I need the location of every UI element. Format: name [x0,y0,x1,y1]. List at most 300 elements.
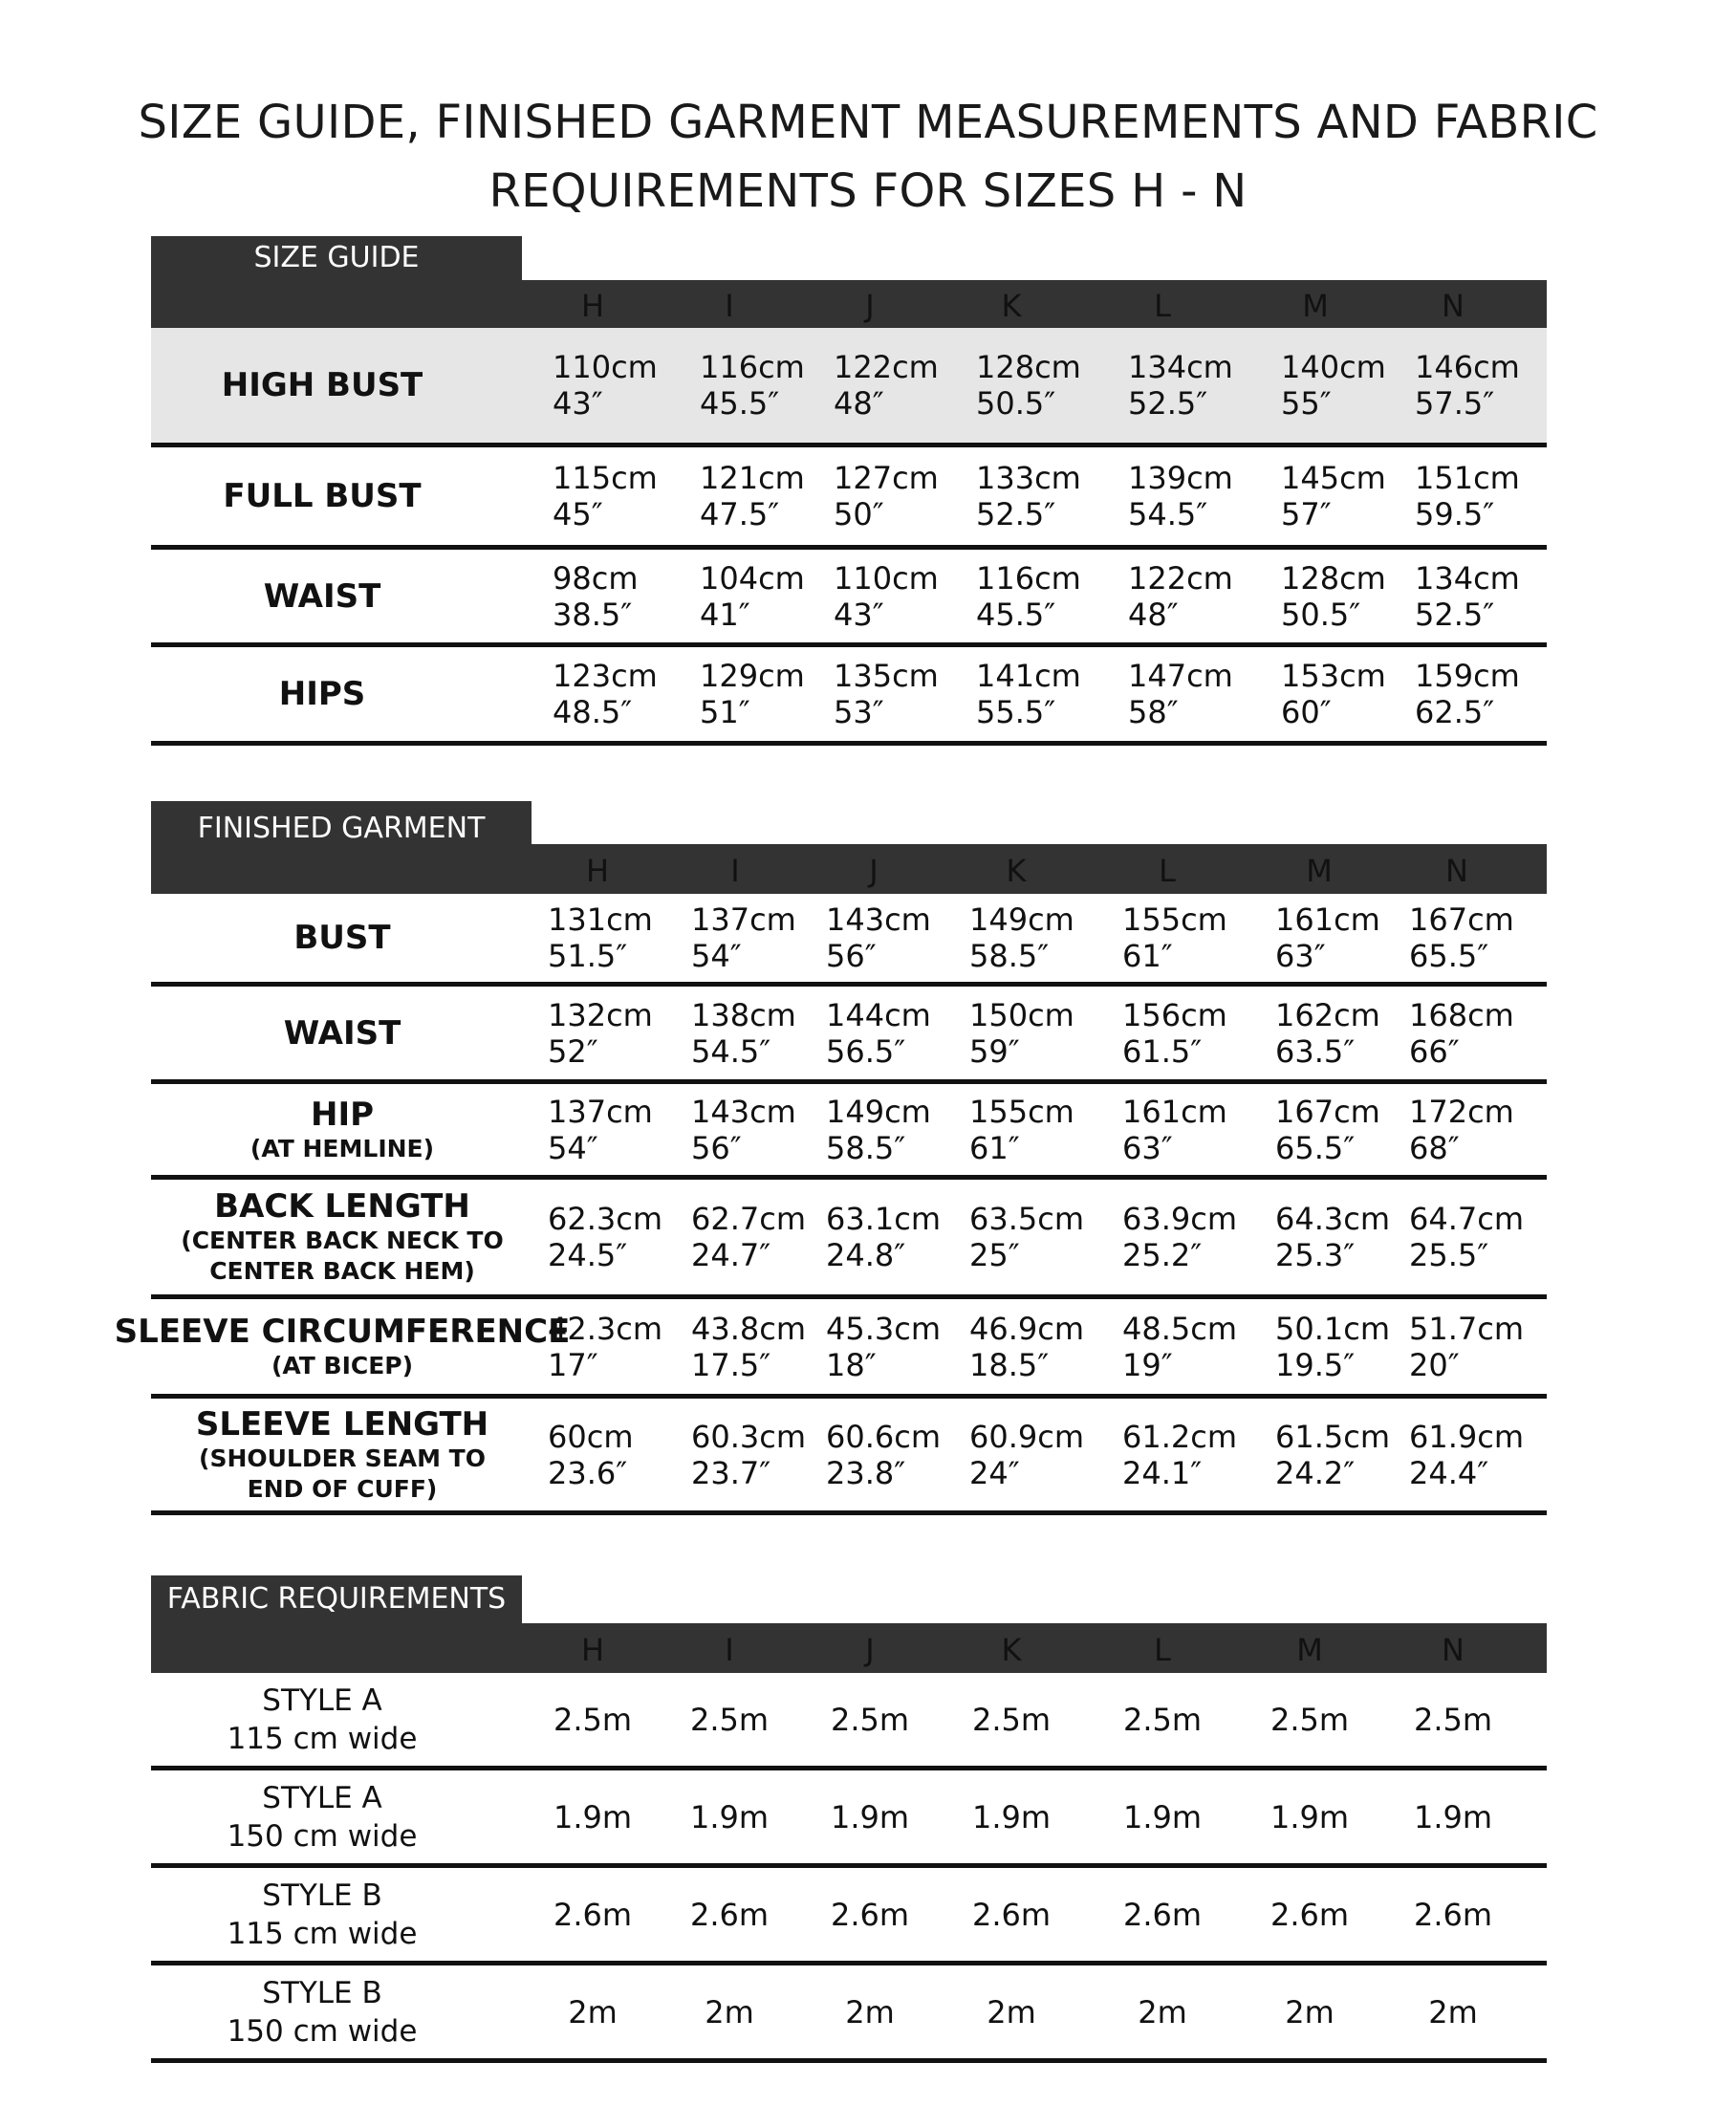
value-inch: 58.5″ [969,938,1050,974]
finished-value-cell [1122,894,1227,982]
value-inch: 45″ [553,496,603,532]
fabric-value-cell: 1.9m [1413,1798,1493,1835]
finished-value-cell [969,1084,1074,1175]
fabric-row [151,1673,1547,1770]
size_guide-value-cell [1128,647,1233,741]
value-cm: 150cm [969,996,1074,1033]
value-inch: 24.1″ [1122,1454,1203,1491]
value-inch: 20″ [1409,1346,1460,1383]
value-cm: 48.5cm [1122,1310,1238,1347]
value-cm: 138cm [691,996,796,1033]
size_guide-value-cell [1415,328,1520,443]
value-cm: 116cm [976,559,1081,597]
fabric-value-cell: 2.6m [1269,1896,1350,1933]
value-inch: 23.8″ [826,1454,906,1491]
fabric-width: 150 cm wide [227,1818,418,1854]
value-cm: 151cm [1415,460,1520,496]
size-guide-size-header-j: J [865,288,875,324]
fabric-value-cell: 2m [1285,1993,1335,2030]
fabric-value-cell: 2m [568,1993,618,2030]
value-inch: 51″ [700,694,750,730]
value-inch: 48″ [1128,596,1179,633]
value-cm: 135cm [834,658,939,694]
size-guide-size-header-m: M [1302,288,1329,324]
value-cm: 110cm [553,349,658,385]
fabric-style: STYLE B [262,1878,382,1913]
finished-row [151,1084,1547,1180]
value-cm: 134cm [1415,559,1520,597]
fabric-value-cell: 2.6m [1122,1896,1203,1933]
value-inch: 65.5″ [1409,938,1489,974]
title-line-2: REQUIREMENTS FOR SIZES H - N [488,164,1248,218]
fabric-row-label [151,1770,493,1863]
value-inch: 48″ [834,385,884,422]
value-cm: 141cm [976,658,1081,694]
value-cm: 161cm [1275,901,1380,938]
finished-value-cell [969,1180,1084,1294]
page-title [0,88,1736,226]
finished-row-label-sub: CENTER BACK HEM) [209,1257,475,1285]
value-inch: 24.8″ [826,1237,906,1273]
value-cm: 127cm [834,460,939,496]
value-inch: 19.5″ [1275,1346,1356,1383]
size_guide-value-cell [1281,328,1386,443]
value-inch: 63″ [1275,938,1326,974]
finished-size-header-i: I [730,853,740,889]
size-guide-size-header-n: N [1442,288,1465,324]
value-inch: 60″ [1281,694,1332,730]
value-inch: 55.5″ [976,694,1056,730]
value-cm: 104cm [700,559,805,597]
fabric-value-cell: 2m [987,1993,1036,2030]
size_guide-row [151,647,1547,746]
value-cm: 62.7cm [691,1201,807,1237]
finished-value-cell [691,1299,806,1394]
finished-value-cell [1275,987,1380,1079]
size_guide-value-cell [553,550,638,642]
value-cm: 43.8cm [691,1310,807,1347]
finished-value-cell [691,987,796,1079]
size_guide-value-cell [976,447,1081,545]
value-inch: 50.5″ [1281,596,1361,633]
value-cm: 60.6cm [826,1418,942,1455]
finished-value-cell [1122,1399,1237,1510]
size_guide-value-cell [700,328,805,443]
finished-size-header-n: N [1445,853,1468,889]
value-cm: 140cm [1281,349,1386,385]
value-inch: 61″ [969,1129,1020,1166]
size_guide-value-cell [700,647,805,741]
size_guide-value-cell [834,647,939,741]
value-inch: 58″ [1128,694,1179,730]
finished-row-label-main: HIP [310,1095,375,1134]
value-cm: 155cm [1122,901,1227,938]
finished-row-label [151,987,533,1079]
value-cm: 139cm [1128,460,1233,496]
size-guide-table [151,236,1547,743]
size_guide-row-label-main: HIGH BUST [221,366,423,404]
fabric-row [151,1770,1547,1868]
value-cm: 156cm [1122,996,1227,1033]
fabric-value-cell: 2.6m [689,1896,770,1933]
value-inch: 25.5″ [1409,1237,1489,1273]
size_guide-row-label [151,647,493,741]
value-inch: 68″ [1409,1129,1460,1166]
value-cm: 146cm [1415,349,1520,385]
finished-row-label [151,1180,533,1294]
value-inch: 65.5″ [1275,1129,1356,1166]
size_guide-value-cell [1128,550,1233,642]
value-inch: 41″ [700,596,750,633]
fabric-value-cell: 2m [1138,1993,1187,2030]
finished-value-cell [1409,1084,1514,1175]
fabric-row [151,1965,1547,2063]
value-inch: 18″ [826,1346,877,1383]
value-inch: 45.5″ [700,385,780,422]
value-cm: 61.5cm [1275,1418,1391,1455]
finished-size-header-m: M [1306,853,1333,889]
value-inch: 43″ [834,596,884,633]
value-cm: 131cm [548,901,653,938]
fabric-size-header-i: I [725,1632,734,1668]
value-inch: 59″ [969,1032,1020,1070]
value-cm: 159cm [1415,658,1520,694]
value-inch: 52.5″ [976,496,1056,532]
finished-row [151,894,1547,987]
size_guide-value-cell [700,447,805,545]
value-inch: 24.7″ [691,1237,771,1273]
finished-row-label-sub: END OF CUFF) [247,1474,438,1503]
value-cm: 60.3cm [691,1418,807,1455]
size_guide-value-cell [1415,550,1520,642]
finished-value-cell [691,1399,806,1510]
finished-value-cell [548,1180,662,1294]
finished-value-cell [826,894,931,982]
value-cm: 63.5cm [969,1201,1085,1237]
fabric-row [151,1868,1547,1965]
value-inch: 43″ [553,385,603,422]
fabric-value-cell: 1.9m [1122,1798,1203,1835]
value-cm: 60cm [548,1418,634,1455]
size_guide-value-cell [976,550,1081,642]
finished-value-cell [1409,894,1514,982]
value-cm: 122cm [834,349,939,385]
value-cm: 143cm [826,901,931,938]
value-cm: 42.3cm [548,1310,663,1347]
value-inch: 24.4″ [1409,1454,1489,1491]
value-inch: 17″ [548,1346,598,1383]
fabric-size-header-l: L [1154,1632,1171,1668]
value-inch: 52″ [548,1032,598,1070]
size_guide-value-cell [834,550,939,642]
value-inch: 48.5″ [553,694,633,730]
value-inch: 63″ [1122,1129,1173,1166]
size_guide-value-cell [1281,647,1386,741]
finished-value-cell [1409,1299,1524,1394]
fabric-value-cell: 2.5m [1413,1701,1493,1738]
value-inch: 50″ [834,496,884,532]
value-inch: 56″ [826,938,877,974]
finished-row-label-sub: (CENTER BACK NECK TO [181,1227,504,1254]
finished-size-header-h: H [585,853,610,889]
fabric-value-cell: 2.5m [1122,1701,1203,1738]
size_guide-value-cell [976,647,1081,741]
finished-label-line-1: FINISHED GARMENT [197,811,486,845]
finished-row [114,1299,1547,1399]
value-inch: 62.5″ [1415,694,1495,730]
fabric-value-cell: 1.9m [553,1798,633,1835]
value-cm: 128cm [976,349,1081,385]
value-inch: 54.5″ [691,1032,771,1070]
finished-value-cell [826,1399,941,1510]
fabric-size-header-k: K [1001,1632,1022,1668]
finished-value-cell [548,1084,653,1175]
finished-row-label-sub: (SHOULDER SEAM TO [199,1444,486,1472]
value-cm: 64.3cm [1275,1201,1391,1237]
value-inch: 23.7″ [691,1454,771,1491]
size_guide-value-cell [1281,447,1386,545]
finished-value-cell [826,1299,941,1394]
value-cm: 123cm [553,658,658,694]
size_guide-row-label-main: WAIST [263,576,381,616]
value-inch: 23.6″ [548,1454,628,1491]
size_guide-value-cell [1128,328,1233,443]
fabric-requirements-table [151,1575,1547,2063]
value-cm: 161cm [1122,1093,1227,1130]
size_guide-value-cell [700,550,805,642]
size-guide-size-header-h: H [580,288,605,324]
size_guide-row-label-main: HIPS [278,675,366,713]
value-cm: 122cm [1128,559,1233,597]
value-inch: 56.5″ [826,1032,906,1070]
finished-value-cell [1409,987,1514,1079]
value-inch: 47.5″ [700,496,780,532]
value-cm: 162cm [1275,996,1380,1033]
value-cm: 129cm [700,658,805,694]
size_guide-row [151,328,1547,447]
fabric-value-cell: 1.9m [971,1798,1052,1835]
value-cm: 51.7cm [1409,1310,1525,1347]
size-guide-size-header-k: K [1001,288,1022,324]
finished-value-cell [548,1299,662,1394]
size_guide-row-label [151,550,493,642]
fabric-value-cell: 2.5m [689,1701,770,1738]
value-inch: 24.2″ [1275,1454,1356,1491]
value-inch: 61.5″ [1122,1032,1203,1070]
value-inch: 17.5″ [691,1346,771,1383]
finished-garment-table [114,801,1547,1518]
finished-value-cell [1122,1299,1237,1394]
finished-value-cell [1409,1399,1524,1510]
value-cm: 60.9cm [969,1418,1085,1455]
finished-row-label-main: SLEEVE CIRCUMFERENCE [114,1312,571,1351]
size_guide-row [151,447,1547,550]
value-cm: 63.1cm [826,1201,942,1237]
finished-value-cell [548,894,653,982]
size_guide-value-cell [834,328,939,443]
value-cm: 144cm [826,996,931,1033]
finished-value-cell [1122,1084,1227,1175]
finished-size-header-k: K [1006,853,1027,889]
value-inch: 25″ [969,1237,1020,1273]
finished-value-cell [691,894,796,982]
value-inch: 54.5″ [1128,496,1208,532]
size_guide-value-cell [1128,447,1233,545]
value-inch: 57″ [1281,496,1332,532]
size_guide-value-cell [976,328,1081,443]
value-inch: 50.5″ [976,385,1056,422]
finished-row [151,1180,1547,1299]
finished-value-cell [1275,1399,1390,1510]
value-cm: 167cm [1275,1093,1380,1130]
finished-row [151,987,1547,1084]
value-inch: 55″ [1281,385,1332,422]
fabric-value-cell: 1.9m [1269,1798,1350,1835]
finished-value-cell [826,1084,931,1175]
size_guide-row-label-main: FULL BUST [223,477,422,515]
fabric-value-cell: 1.9m [689,1798,770,1835]
finished-value-cell [691,1180,806,1294]
fabric-width: 150 cm wide [227,2013,418,2049]
value-cm: 168cm [1409,996,1514,1033]
value-cm: 155cm [969,1093,1074,1130]
fabric-value-cell: 2.6m [553,1896,633,1933]
size_guide-value-cell [553,447,658,545]
value-cm: 137cm [548,1093,653,1130]
fabric-value-cell: 2m [1428,1993,1478,2030]
fabric-style: STYLE A [262,1780,382,1815]
finished-value-cell [1275,1299,1390,1394]
value-cm: 153cm [1281,658,1386,694]
finished-row [151,1399,1547,1515]
value-cm: 46.9cm [969,1310,1085,1347]
finished-value-cell [1122,987,1227,1079]
value-cm: 50.1cm [1275,1310,1391,1347]
value-inch: 19″ [1122,1346,1173,1383]
value-inch: 51.5″ [548,938,628,974]
value-inch: 38.5″ [553,596,633,633]
finished-row-label-sub: (AT BICEP) [271,1351,414,1379]
value-cm: 98cm [553,559,639,597]
finished-row-label [151,1084,533,1175]
finished-row-label [151,894,533,982]
fabric-value-cell: 2.5m [971,1701,1052,1738]
value-cm: 172cm [1409,1093,1514,1130]
fabric-width: 115 cm wide [227,1916,418,1951]
size_guide-value-cell [553,647,658,741]
value-cm: 45.3cm [826,1310,942,1347]
fabric-value-cell: 2m [705,1993,754,2030]
value-inch: 63.5″ [1275,1032,1356,1070]
finished-value-cell [1275,1180,1390,1294]
value-cm: 63.9cm [1122,1201,1238,1237]
fabric-value-cell: 1.9m [830,1798,910,1835]
value-cm: 121cm [700,460,805,496]
fabric-width: 115 cm wide [227,1721,418,1756]
finished-size-header-j: J [869,853,879,889]
fabric-value-cell: 2.6m [1413,1896,1493,1933]
size-guide-size-header-i: I [725,288,734,324]
value-cm: 149cm [826,1093,931,1130]
fabric-label-text: FABRIC REQUIREMENTS [166,1582,507,1616]
finished-row-label-main: BACK LENGTH [214,1187,470,1226]
fabric-value-cell: 2.6m [971,1896,1052,1933]
value-cm: 147cm [1128,658,1233,694]
fabric-value-cell: 2.5m [1269,1701,1350,1738]
value-inch: 52.5″ [1128,385,1208,422]
finished-value-cell [1122,1180,1237,1294]
value-cm: 149cm [969,901,1074,938]
fabric-value-cell: 2.5m [830,1701,910,1738]
finished-value-cell [548,1399,633,1510]
value-inch: 54″ [548,1129,598,1166]
fabric-value-cell: 2m [845,1993,895,2030]
value-cm: 61.2cm [1122,1418,1238,1455]
size_guide-value-cell [1415,647,1520,741]
fabric-row-label [151,1673,493,1766]
fabric-size-header-j: J [865,1632,875,1668]
finished-row-label-sub: (AT HEMLINE) [250,1134,435,1162]
value-cm: 143cm [691,1093,796,1130]
value-inch: 59.5″ [1415,496,1495,532]
value-cm: 64.7cm [1409,1201,1525,1237]
finished-row-label-main: SLEEVE LENGTH [195,1404,489,1444]
value-inch: 25.3″ [1275,1237,1356,1273]
value-cm: 167cm [1409,901,1514,938]
finished-row-label-main: BUST [293,919,391,957]
value-cm: 110cm [834,559,939,597]
value-inch: 18.5″ [969,1346,1050,1383]
finished-value-cell [969,987,1074,1079]
value-inch: 61″ [1122,938,1173,974]
value-inch: 24.5″ [548,1237,628,1273]
value-cm: 145cm [1281,460,1386,496]
size-guide-size-header-l: L [1154,288,1171,324]
value-inch: 45.5″ [976,596,1056,633]
title-line-1: SIZE GUIDE, FINISHED GARMENT MEASUREMENTS AND FABRIC [138,96,1598,149]
size_guide-value-cell [1415,447,1520,545]
size-guide-label-text: SIZE GUIDE [253,241,420,274]
value-cm: 128cm [1281,559,1386,597]
fabric-size-header-n: N [1442,1632,1465,1668]
size-guide-label [151,236,522,280]
fabric-style: STYLE B [262,1975,382,2010]
finished-row-label [151,1399,533,1510]
fabric-size-header-h: H [580,1632,605,1668]
size_guide-value-cell [834,447,939,545]
fabric-size-header-m: M [1296,1632,1323,1668]
fabric-style: STYLE A [262,1683,382,1718]
fabric-row-label [151,1868,493,1961]
value-cm: 61.9cm [1409,1418,1525,1455]
value-cm: 137cm [691,901,796,938]
value-inch: 24″ [969,1454,1020,1491]
value-inch: 53″ [834,694,884,730]
size_guide-row-label [151,447,493,545]
finished-value-cell [826,987,931,1079]
finished-value-cell [969,1399,1084,1510]
size_guide-row-label [151,328,493,443]
value-inch: 56″ [691,1129,742,1166]
value-inch: 66″ [1409,1032,1460,1070]
value-cm: 62.3cm [548,1201,663,1237]
value-inch: 58.5″ [826,1129,906,1166]
size_guide-row [151,550,1547,647]
value-cm: 133cm [976,460,1081,496]
finished-value-cell [826,1180,941,1294]
finished-value-cell [1409,1180,1524,1294]
finished-value-cell [969,1299,1084,1394]
